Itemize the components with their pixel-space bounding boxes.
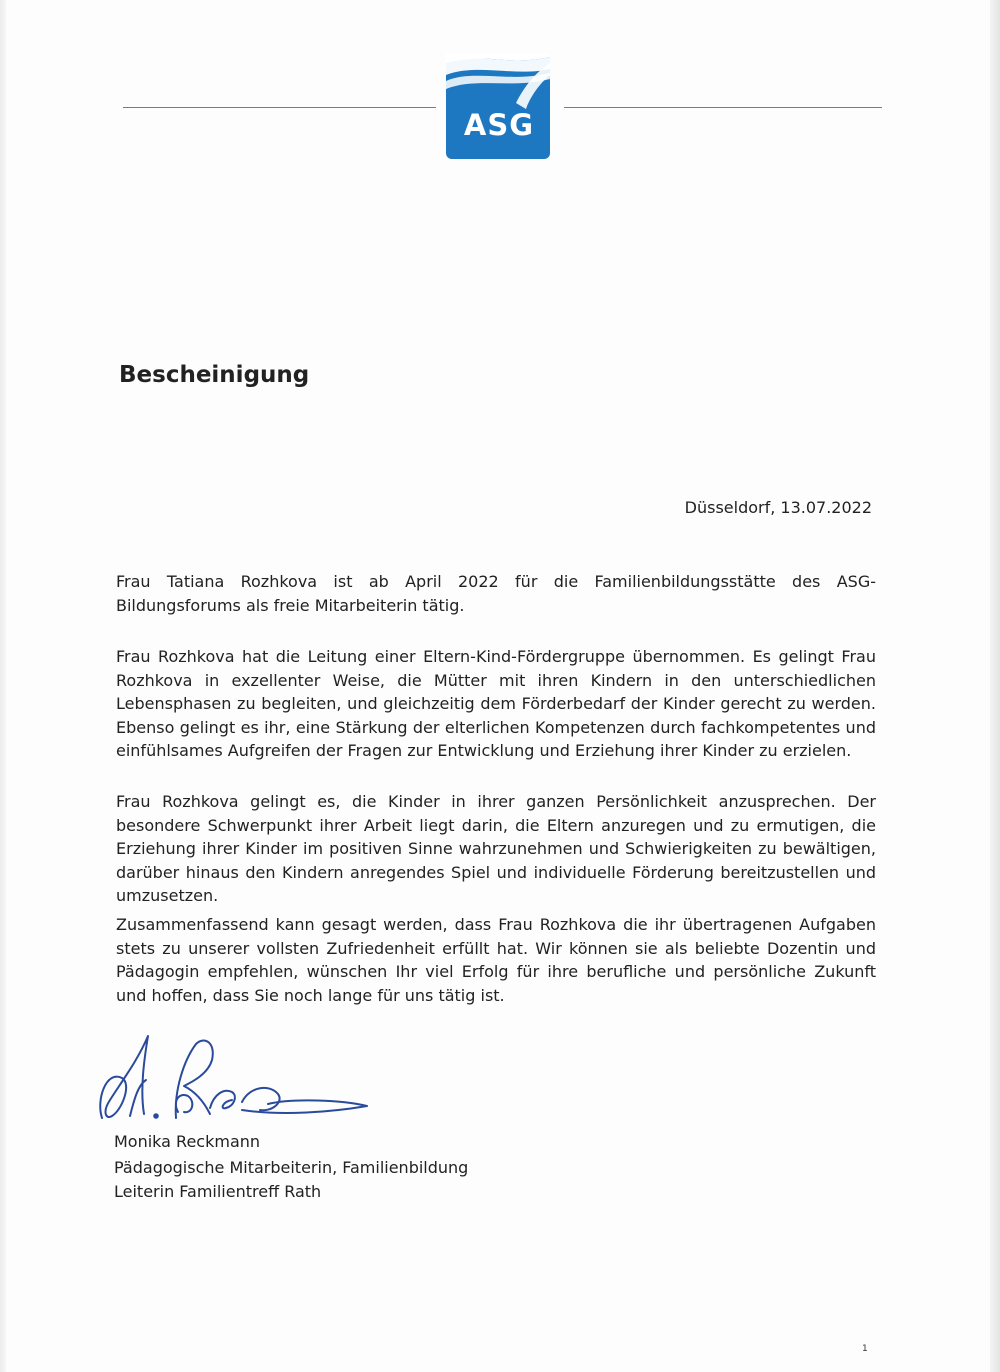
page-edge-right	[990, 0, 1000, 1372]
asg-logo	[446, 53, 552, 159]
document-title: Bescheinigung	[119, 362, 310, 388]
signatory-role-secondary: Leiterin Familientreff Rath	[114, 1182, 322, 1201]
place-date: Düsseldorf, 13.07.2022	[684, 498, 872, 517]
page-number: 1	[862, 1344, 868, 1354]
header-rule-right	[564, 107, 882, 108]
paragraph-group-leadership: Frau Rozhkova hat die Leitung einer Eltern-Kind-Fördergruppe übernommen. Es gelingt Frau Rozhkova in exzellenter Weise, die Mütter mit ihren Kindern in den unterschiedlichen Lebensphasen zu begleiten, und gleichzeitig dem Förderbedarf der Kinder gerecht zu werden. Ebenso gelingt es ihr, eine Stärkung der elterlichen Kompetenzen durch fachkompetentes und einfühlsames Aufgreifen der Fragen zur Entwicklung und Erziehung ihrer Kinder zu erzielen.	[116, 647, 876, 760]
signatory-name: Monika Reckmann	[114, 1132, 261, 1151]
asg-logo-mark	[446, 53, 552, 159]
logo-text: ASG	[463, 108, 535, 142]
paragraph-summary: Zusammenfassend kann gesagt werden, dass Frau Rozhkova die ihr übertragenen Aufgaben stets zu unserer vollsten Zufriedenheit erfüllt hat. Wir können sie als beliebte Dozentin und Pädagogin empfehlen, wünschen Ihr viel Erfolg für ihre berufliche und persönliche Zukunft und hoffen, dass Sie noch lange für uns tätig ist.	[116, 915, 876, 1005]
header-rule-left	[123, 107, 436, 108]
signatory-role: Pädagogische Mitarbeiterin, Familienbildung	[114, 1158, 469, 1177]
page-edge-left	[0, 0, 6, 1372]
paragraph-personality: Frau Rozhkova gelingt es, die Kinder in ihrer ganzen Persönlichkeit anzusprechen. Der besondere Schwerpunkt ihrer Arbeit liegt darin, die Eltern anzuregen und zu ermutigen, die Erziehung ihrer Kinder im positiven Sinne wahrzunehmen und Schwierigkeiten zu bewältigen, darüber hinaus den Kindern anregendes Spiel und individuelle Förderung bereitzustellen und umzusetzen.	[116, 792, 876, 905]
handwritten-signature	[92, 1030, 382, 1130]
paragraph-employment: Frau Tatiana Rozhkova ist ab April 2022 für die Familienbildungsstätte des ASG-Bildungsforums als freie Mitarbeiterin tätig.	[116, 572, 876, 615]
